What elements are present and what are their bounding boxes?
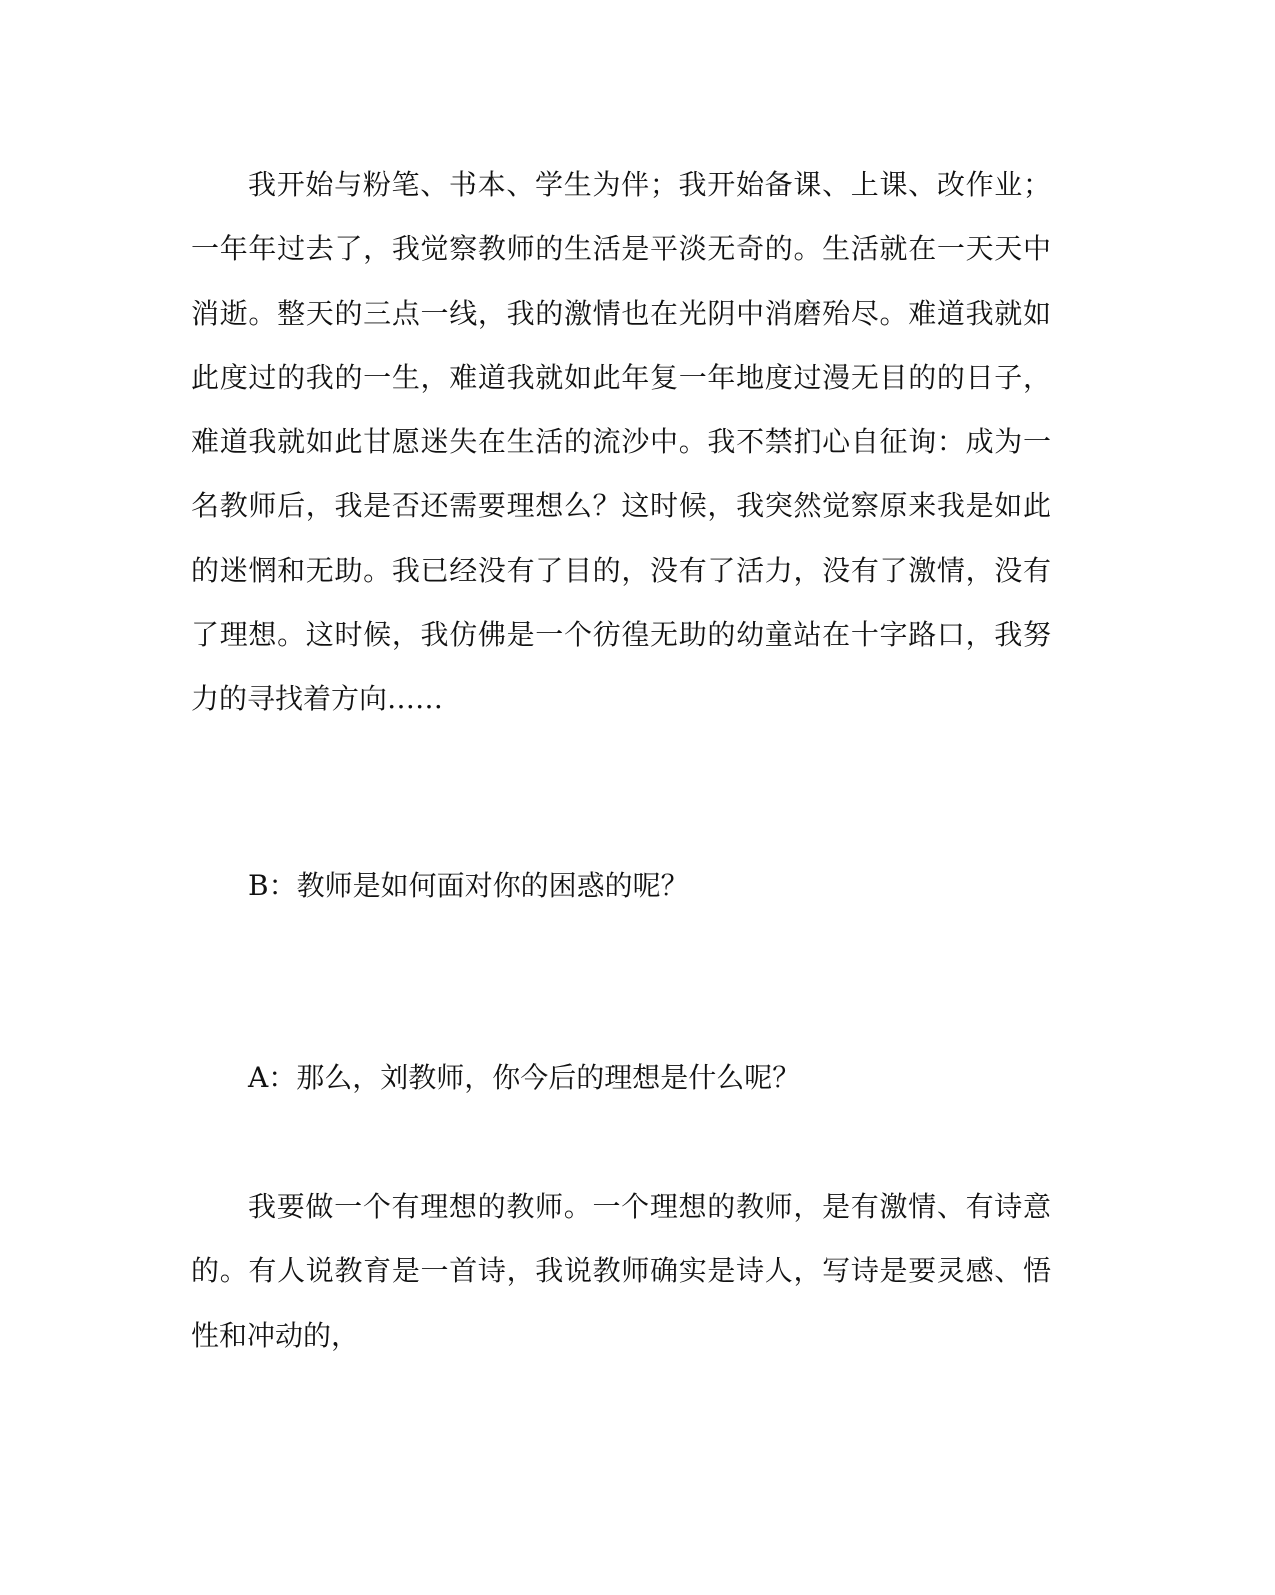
paragraph-question-b: B：教师是如何面对你的困惑的呢？ (248, 869, 689, 902)
paragraph-question-a: A：那么，刘教师，你今后的理想是什么呢？ (248, 1061, 801, 1094)
paragraph-answer: 我要做一个有理想的教师。一个理想的教师，是有激情、有诗意的。有人说教育是一首诗，我说教师确实是诗人，写诗是要灵感、悟性和冲动的， (191, 1190, 1051, 1352)
paragraph-reflection: 我开始与粉笔、书本、学生为伴；我开始备课、上课、改作业；一年年过去了，我觉察教师的生活是平淡无奇的。生活就在一天天中消逝。整天的三点一线，我的激情也在光阴中消磨殆尽。难道我就如此度过的我的一生，难道我就如此年复一年地度过漫无目的的日子，难道我就如此甘愿迷失在生活的流沙中。我不禁扪心自征询：成为一名教师后，我是否还需要理想么？这时候，我突然觉察原来我是如此的迷惘和无助。我已经没有了目的，没有了活力，没有了激情，没有了理想。这时候，我仿佛是一个彷徨无助的幼童站在十字路口，我努力的寻找着方向…… (191, 168, 1051, 716)
